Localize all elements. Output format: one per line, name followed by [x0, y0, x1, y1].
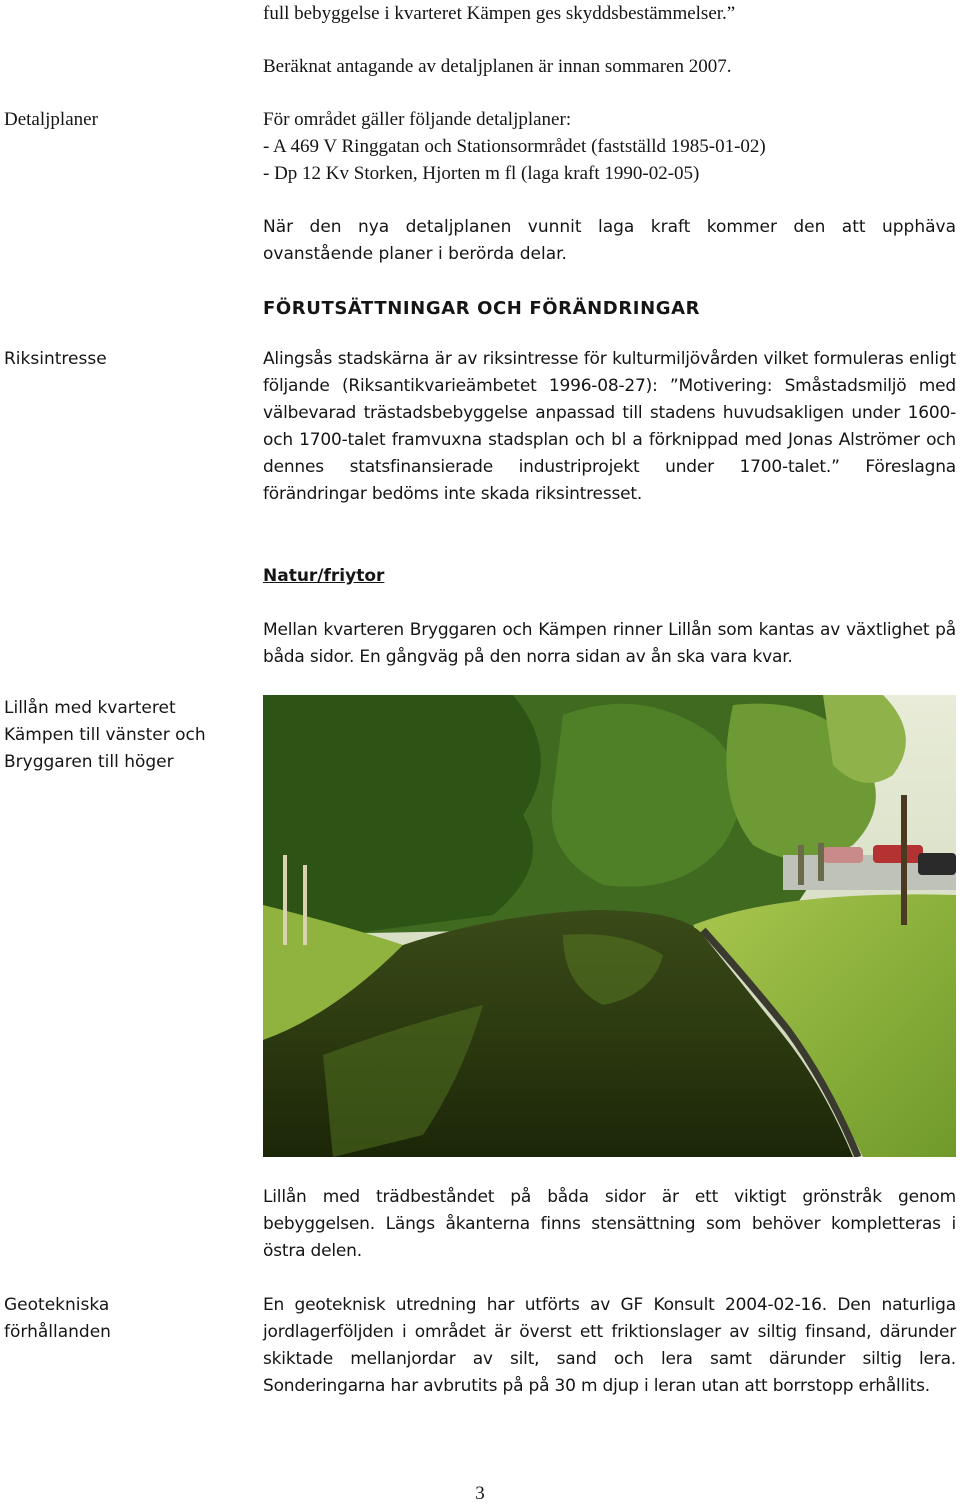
intro-line-2: Beräknat antagande av detaljplanen är innan sommaren 2007.	[263, 56, 732, 77]
detaljplaner-item-1: - A 469 V Ringgatan och Stationsormrådet (fastställd 1985-01-02)	[263, 136, 766, 157]
intro-line-1: full bebyggelse i kvarteret Kämpen ges skyddsbestämmelser.”	[263, 3, 736, 24]
section-heading: FÖRUTSÄTTNINGAR OCH FÖRÄNDRINGAR	[263, 298, 701, 319]
natur-heading: Natur/friytor	[263, 566, 385, 586]
detaljplaner-item-2: - Dp 12 Kv Storken, Hjorten m fl (laga kraft 1990-02-05)	[263, 163, 700, 184]
geoteknik-text: En geoteknisk utredning har utförts av GF Konsult 2004-02-16. Den naturliga jordlagerföljden i området är överst ett friktionslager av siltig finsand, därunder skiktade mellanjordar av silt, sand och lera samt därunder siltig lera. Sonderingarna har avbrutits på på 30 m djup i leran utan att borrstopp erhållits.	[263, 1295, 956, 1396]
geoteknik-label: Geotekniska förhållanden	[4, 1295, 111, 1342]
riksintresse-text: Alingsås stadskärna är av riksintresse för kulturmiljövården vilket formuleras enligt följande (Riksantikvarieämbetet 1996-08-27): ”Motivering: Småstadsmiljö med välbevarad trästadsbebyggelse anpassad till stadens huvudsakligen under 1600- och 1700-talet framvuxna stadsplan och bl a förknippad med Jonas Alströmer och dennes statsfinansierade industriprojekt under 1700-talet.” Föreslagna förändringar bedöms inte skada riksintresset.	[263, 349, 956, 504]
photo-caption: Lillån med kvarteret Kämpen till vänster och Bryggaren till höger	[4, 698, 206, 772]
detaljplaner-lead: För området gäller följande detaljplaner:	[263, 109, 572, 130]
page-number: 3	[475, 1483, 485, 1504]
natur-text: Mellan kvarteren Bryggaren och Kämpen rinner Lillån som kantas av växtlighet på båda sidor. En gångväg på den norra sidan av ån ska vara kvar.	[263, 620, 956, 667]
detaljplaner-paragraph: När den nya detaljplanen vunnit laga kraft kommer den att upphäva ovanstående planer i berörda delar.	[263, 217, 956, 264]
after-photo-text: Lillån med trädbeståndet på båda sidor är ett viktigt grönstråk genom bebyggelsen. Längs åkanterna finns stensättning som behöver kompletteras i östra delen.	[263, 1187, 956, 1261]
riksintresse-label: Riksintresse	[4, 349, 107, 369]
detaljplaner-label: Detaljplaner	[4, 109, 98, 130]
river-photo	[263, 695, 956, 1157]
